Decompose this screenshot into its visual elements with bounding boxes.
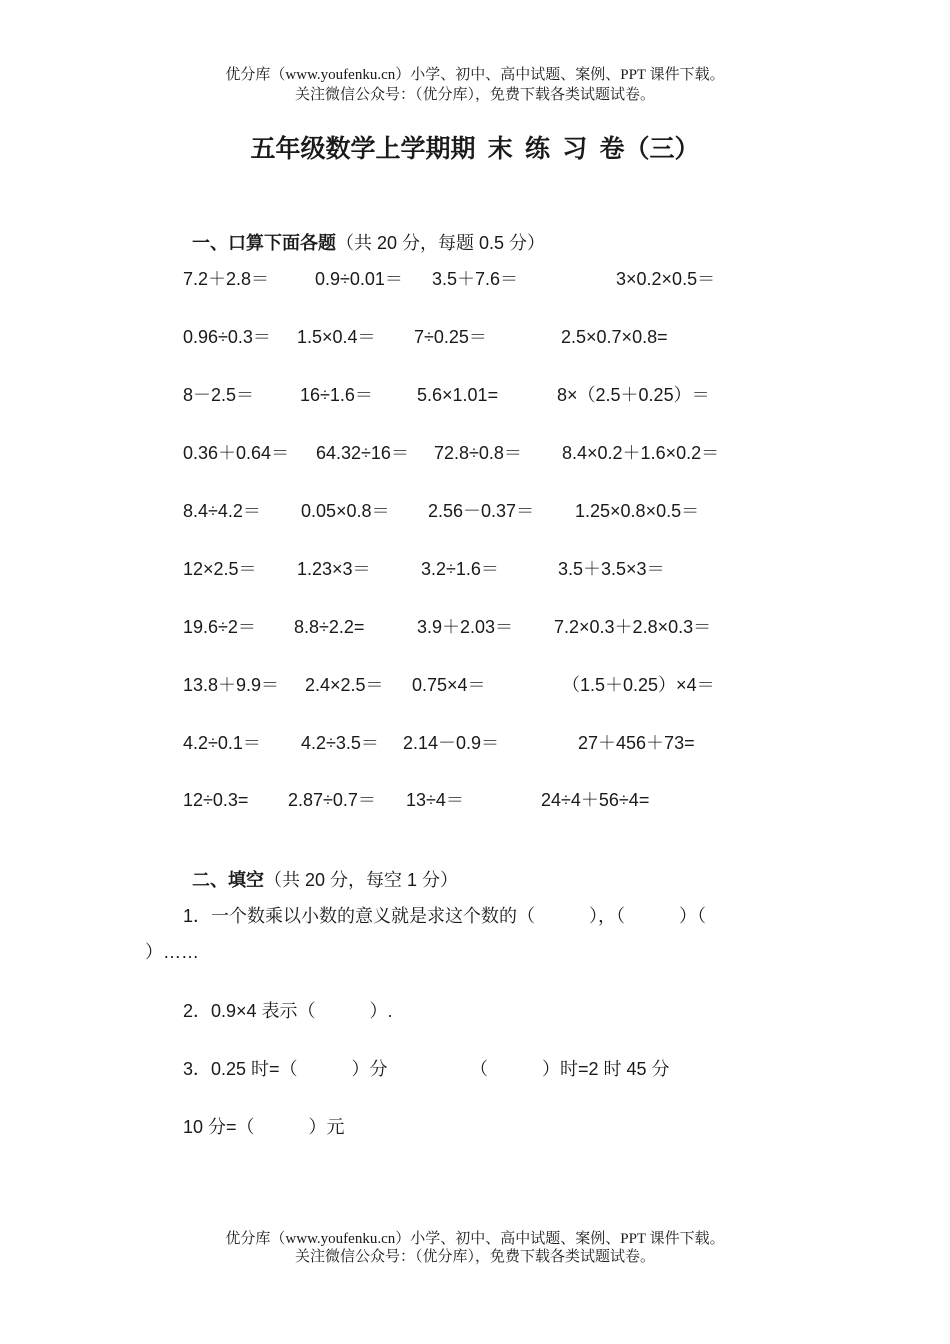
problem-item: 12÷0.3= — [183, 790, 249, 810]
problem-item: 1.23×3＝ — [297, 559, 371, 579]
problem-item: 8.8÷2.2= — [294, 617, 365, 637]
section1-heading — [183, 210, 545, 254]
problem-row — [0, 789, 950, 811]
problem-item: 7.2＋2.8＝ — [183, 269, 270, 289]
problem-item: 64.32÷16＝ — [316, 443, 409, 463]
problem-item: 27＋456＋73= — [578, 733, 695, 753]
problem-item: 2.56－0.37＝ — [428, 501, 535, 521]
problem-item: 3×0.2×0.5＝ — [616, 269, 716, 289]
problem-item: 3.2÷1.6＝ — [421, 559, 499, 579]
problem-row — [0, 558, 950, 580]
problem-row — [0, 384, 950, 406]
problem-item: 8.4×0.2＋1.6×0.2＝ — [562, 443, 720, 463]
section1-heading-note: （共 20 分，每题 0.5 分） — [336, 233, 546, 253]
problem-row — [0, 732, 950, 754]
problem-item: 2.87÷0.7＝ — [288, 790, 376, 810]
question-3-part-b: （ ）时=2 时 45 分 — [470, 1059, 670, 1079]
problem-item: 0.96÷0.3＝ — [183, 327, 271, 347]
problem-item: 2.14－0.9＝ — [403, 733, 500, 753]
problem-item: 72.8÷0.8＝ — [434, 443, 522, 463]
header-wechat-line: 关注微信公众号：（优分库），免费下载各类试题试卷。 — [294, 87, 655, 103]
page-title: 五年级数学上学期期 末 练 习 卷（三） — [250, 136, 700, 163]
question-3-part-c: 10 分=（ ）元 — [183, 1117, 345, 1137]
problem-item: 4.2÷0.1＝ — [183, 733, 261, 753]
section2-heading-title: 二、填空 — [192, 870, 264, 890]
problem-row — [0, 616, 950, 638]
problem-item: 3.5＋7.6＝ — [432, 269, 519, 289]
question-1-line-2: ）…… — [145, 942, 199, 962]
problem-item: 5.6×1.01= — [417, 385, 499, 405]
problem-item: 0.9÷0.01＝ — [315, 269, 403, 289]
problem-item: 8－2.5＝ — [183, 385, 255, 405]
footer-site-line: 优分库（www.youfenku.cn）小学、初中、高中试题、案例、PPT 课件下载。 — [225, 1231, 725, 1247]
problem-item: 13.8＋9.9＝ — [183, 675, 280, 695]
problem-item: 24÷4＋56÷4= — [541, 790, 650, 810]
problem-item: 13÷4＝ — [406, 790, 464, 810]
section2-heading-note: （共 20 分，每空 1 分） — [264, 870, 459, 890]
problem-row — [0, 268, 950, 290]
problem-item: （1.5＋0.25）×4＝ — [562, 675, 715, 695]
problem-item: 2.4×2.5＝ — [305, 675, 384, 695]
question-3-part-a: 3．0.25 时=（ ）分 — [183, 1059, 388, 1079]
section2-heading — [183, 847, 458, 891]
problem-item: 19.6÷2＝ — [183, 617, 256, 637]
problem-item: 7÷0.25＝ — [414, 327, 487, 347]
problem-item: 0.05×0.8＝ — [301, 501, 390, 521]
problem-item: 1.25×0.8×0.5＝ — [575, 501, 700, 521]
problem-item: 4.2÷3.5＝ — [301, 733, 379, 753]
problem-item: 3.5＋3.5×3＝ — [558, 559, 665, 579]
question-1-line-1: 1．一个数乘以小数的意义就是求这个数的（ ），（ ）（ — [183, 906, 707, 926]
problem-item: 3.9＋2.03＝ — [417, 617, 514, 637]
problem-item: 0.75×4＝ — [412, 675, 486, 695]
problem-item: 16÷1.6＝ — [300, 385, 373, 405]
problem-item: 12×2.5＝ — [183, 559, 257, 579]
header-site-line: 优分库（www.youfenku.cn）小学、初中、高中试题、案例、PPT 课件下载。 — [225, 67, 725, 83]
problem-item: 0.36＋0.64＝ — [183, 443, 290, 463]
problem-item: 7.2×0.3＋2.8×0.3＝ — [554, 617, 712, 637]
problem-row — [0, 442, 950, 464]
problem-item: 2.5×0.7×0.8= — [561, 327, 668, 347]
section1-heading-title: 一、口算下面各题 — [192, 233, 336, 253]
footer-wechat-line: 关注微信公众号：（优分库），免费下载各类试题试卷。 — [294, 1249, 655, 1265]
problem-row — [0, 326, 950, 348]
problem-row — [0, 500, 950, 522]
problem-item: 8.4÷4.2＝ — [183, 501, 261, 521]
problem-item: 1.5×0.4＝ — [297, 327, 376, 347]
problem-item: 8×（2.5＋0.25）＝ — [557, 385, 710, 405]
problem-row — [0, 674, 950, 696]
question-2: 2．0.9×4 表示（ ）. — [183, 1001, 393, 1021]
